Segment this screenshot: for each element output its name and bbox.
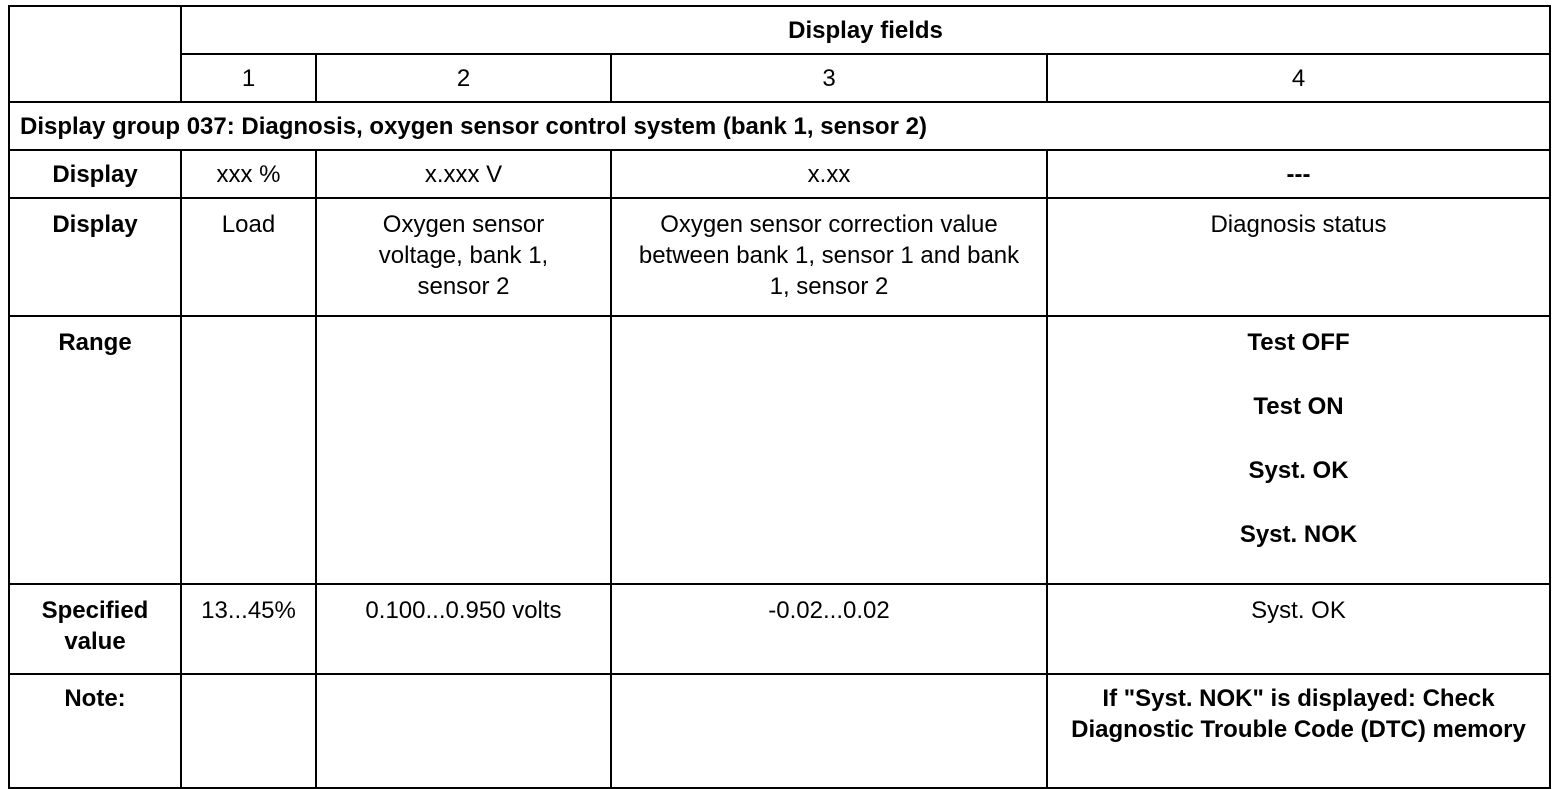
row-label-display-description: Display bbox=[9, 198, 181, 316]
corner-cell bbox=[9, 6, 181, 102]
note-field-1 bbox=[181, 674, 316, 788]
group-title-row bbox=[9, 102, 1550, 150]
field-number-4: 4 bbox=[1047, 54, 1550, 102]
specified-field-3: -0.02...0.02 bbox=[611, 584, 1047, 674]
range-field-4 bbox=[1047, 316, 1550, 584]
range-row bbox=[9, 316, 1550, 584]
range-value-syst-ok: Syst. OK bbox=[1248, 457, 1349, 484]
display-group-table bbox=[8, 5, 1551, 789]
specified-field-1: 13...45% bbox=[181, 584, 316, 674]
header-row-fields bbox=[9, 6, 1550, 54]
unit-field-1: xxx % bbox=[181, 150, 316, 198]
row-label-display-units: Display bbox=[9, 150, 181, 198]
range-field-2 bbox=[316, 316, 611, 584]
unit-field-2: x.xxx V bbox=[316, 150, 611, 198]
range-value-test-on: Test ON bbox=[1253, 393, 1344, 420]
description-field-2: Oxygen sensor voltage, bank 1, sensor 2 bbox=[316, 198, 611, 316]
field-number-1: 1 bbox=[181, 54, 316, 102]
note-field-2 bbox=[316, 674, 611, 788]
display-fields-header: Display fields bbox=[181, 6, 1550, 54]
row-label-range: Range bbox=[9, 316, 181, 584]
range-value-syst-nok: Syst. NOK bbox=[1239, 521, 1358, 548]
description-field-1: Load bbox=[181, 198, 316, 316]
range-field-1 bbox=[181, 316, 316, 584]
field-number-3: 3 bbox=[611, 54, 1047, 102]
note-field-3 bbox=[611, 674, 1047, 788]
specified-field-2: 0.100...0.950 volts bbox=[316, 584, 611, 674]
specified-value-row bbox=[9, 584, 1550, 674]
description-field-4: Diagnosis status bbox=[1047, 198, 1550, 316]
group-title: Display group 037: Diagnosis, oxygen sensor control system (bank 1, sensor 2) bbox=[9, 102, 1550, 150]
range-field-3 bbox=[611, 316, 1047, 584]
note-row bbox=[9, 674, 1550, 788]
description-field-3: Oxygen sensor correction value between bank 1, sensor 1 and bank 1, sensor 2 bbox=[611, 198, 1047, 316]
row-label-note: Note: bbox=[9, 674, 181, 788]
unit-field-3: x.xx bbox=[611, 150, 1047, 198]
field-number-2: 2 bbox=[316, 54, 611, 102]
header-row-numbers bbox=[9, 54, 1550, 102]
display-units-row bbox=[9, 150, 1550, 198]
specified-field-4: Syst. OK bbox=[1047, 584, 1550, 674]
unit-field-4: --- bbox=[1047, 150, 1550, 198]
display-description-row bbox=[9, 198, 1550, 316]
note-field-4: If "Syst. NOK" is displayed: Check Diagnostic Trouble Code (DTC) memory bbox=[1047, 674, 1550, 788]
range-value-test-off: Test OFF bbox=[1247, 329, 1350, 356]
row-label-specified-value: Specified value bbox=[9, 584, 181, 674]
